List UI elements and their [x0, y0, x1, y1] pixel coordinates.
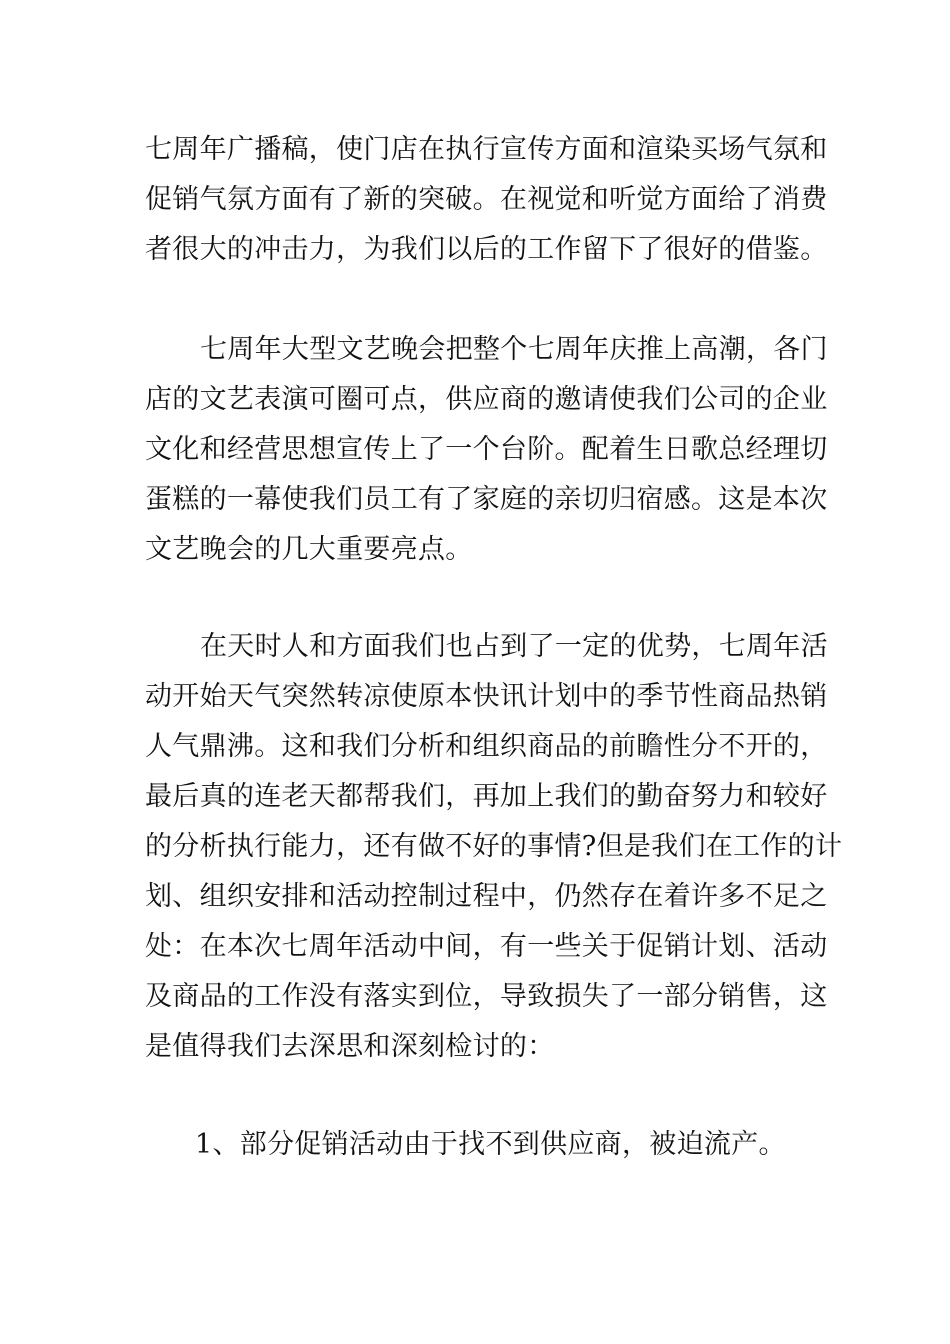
text-line: 七周年大型文艺晚会把整个七周年庆推上高潮，各门	[200, 334, 828, 365]
text-line: 的分析执行能力，还有做不好的事情?但是我们在工作的计	[145, 831, 843, 862]
paragraph-list-item-1	[145, 1120, 810, 1170]
text-line: 人气鼎沸。这和我们分析和组织商品的前瞻性分不开的，	[145, 731, 828, 762]
text-line: 者很大的冲击力，为我们以后的工作留下了很好的借鉴。	[145, 234, 828, 265]
text-line: 划、组织安排和活动控制过程中，仍然存在着许多不足之	[145, 881, 828, 912]
paragraph-broadcast	[145, 125, 828, 275]
text-line: 1、部分促销活动由于找不到供应商，被迫流产。	[195, 1129, 786, 1160]
text-line: 文化和经营思想宣传上了一个台阶。配着生日歌总经理切	[145, 434, 828, 465]
text-line: 是值得我们去深思和深刻检讨的：	[145, 1031, 555, 1062]
text-line: 处：在本次七周年活动中间，有一些关于促销计划、活动	[145, 931, 828, 962]
text-line: 促销气氛方面有了新的突破。在视觉和听觉方面给了消费	[145, 184, 828, 215]
paragraph-advantages	[145, 622, 843, 1072]
text-line: 蛋糕的一幕使我们员工有了家庭的亲切归宿感。这是本次	[145, 484, 828, 515]
text-line: 最后真的连老天都帮我们，再加上我们的勤奋努力和较好	[145, 781, 828, 812]
text-line: 七周年广播稿，使门店在执行宣传方面和渲染买场气氛和	[145, 134, 828, 165]
text-line: 文艺晚会的几大重要亮点。	[145, 534, 473, 565]
text-line: 及商品的工作没有落实到位，导致损失了一部分销售，这	[145, 981, 828, 1012]
text-line: 店的文艺表演可圈可点，供应商的邀请使我们公司的企业	[145, 384, 828, 415]
text-line: 在天时人和方面我们也占到了一定的优势，七周年活	[200, 631, 828, 662]
paragraph-gala	[145, 325, 828, 575]
text-line: 动开始天气突然转凉使原本快讯计划中的季节性商品热销	[145, 681, 828, 712]
